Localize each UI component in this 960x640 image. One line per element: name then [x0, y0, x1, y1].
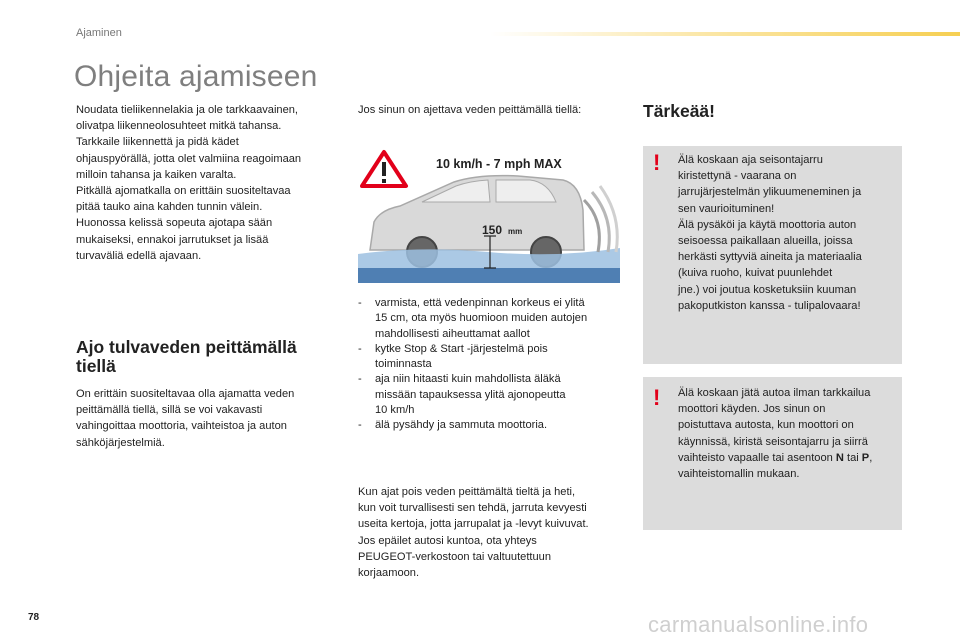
text-line: aja niin hitaasti kuin mahdollista äläkä: [375, 373, 561, 386]
exclamation-icon: !: [653, 150, 661, 175]
text-line: Älä pysäköi ja käytä moottoria auton: [678, 218, 857, 231]
warning-text: [678, 152, 896, 314]
text-line: kytke Stop & Start -järjestelmä pois: [375, 342, 548, 355]
list-item: [358, 372, 620, 418]
important-heading: Tärkeää!: [643, 101, 715, 121]
section-label: Ajaminen: [76, 27, 122, 39]
gear-n-label: N: [835, 451, 844, 464]
text-line: missään tapauksessa ylitä ajonopeutta: [375, 388, 566, 401]
flood-driving-illustration: [358, 140, 620, 285]
page-number: 78: [28, 612, 40, 623]
exclamation-icon: !: [653, 385, 661, 410]
text-line: turvaväliä edellä ajavaan.: [76, 249, 202, 262]
heading-line: tiellä: [76, 356, 116, 376]
list-item: [358, 296, 620, 342]
text-fragment: tai: [843, 451, 862, 464]
text-line: Jos epäilet autosi kuntoa, ota yhteys: [358, 534, 537, 547]
watermark: carmanualsonline.info: [648, 612, 869, 637]
text-line: sen vaurioituminen!: [678, 202, 775, 215]
parking-brake-warning-box: [643, 146, 902, 364]
text-fragment: ,: [869, 451, 873, 464]
text-line: käynnissä, kiristä seisontajarru ja siirrä: [678, 435, 868, 448]
text-line: älä pysähdy ja sammuta moottoria.: [375, 419, 548, 432]
text-line: pitää tauko aina kahden tunnin välein.: [76, 201, 263, 214]
text-line: peittämällä tiellä, sillä se voi vakavasti: [76, 404, 263, 417]
text-fragment: vaihteisto vapaalle tai asentoon: [678, 451, 836, 464]
text-line: poistuttava autosta, kun moottori on: [678, 419, 854, 432]
flood-heading: [76, 338, 346, 376]
bullet-dash: -: [358, 419, 362, 432]
engine-running-warning-box: [643, 377, 902, 530]
text-line: 10 km/h: [375, 404, 415, 417]
bullet-dash: -: [358, 297, 362, 309]
text-line: vahingoittaa moottoria, vaihteistoa ja auton: [76, 420, 287, 433]
after-flood-paragraph: [358, 484, 620, 581]
gear-p-label: P: [861, 451, 870, 464]
flood-paragraph: [76, 386, 338, 451]
text-line: Älä koskaan jätä autoa ilman tarkkailua: [678, 387, 871, 399]
depth-value: 150: [482, 223, 503, 237]
page-title: Ohjeita ajamiseen: [74, 60, 318, 93]
text-line: Älä koskaan aja seisontajarru: [678, 154, 823, 166]
list-item: [358, 342, 620, 373]
text-line: milloin tahansa ja kaiken varalta.: [76, 168, 237, 181]
text-line: useita kertoja, jotta jarrupalat ja -levyt kuivuvat.: [358, 518, 589, 531]
text-line: sähköjärjestelmiä.: [76, 436, 165, 449]
text-line: Noudata tieliikennelakia ja ole tarkkaavainen,: [76, 104, 299, 116]
intro-paragraph: [76, 102, 338, 264]
text-line: jarrujärjestelmän ylikuumeneminen ja: [678, 186, 862, 199]
flood-driving-checklist: [358, 296, 620, 434]
water-intro: Jos sinun on ajettava veden peittämällä tiellä:: [358, 104, 582, 116]
text-line: 15 cm, ota myös huomioon muiden autojen: [375, 312, 588, 325]
text-line: On erittäin suositeltavaa olla ajamatta veden: [76, 388, 295, 400]
text-line: Huonossa kelissä sopeuta ajotapa sään: [76, 217, 273, 230]
text-line: toiminnasta: [375, 358, 432, 371]
depth-unit: mm: [508, 227, 523, 236]
text-line: Pitkällä ajomatkalla on erittäin suositeltavaa: [76, 185, 291, 198]
text-line: [678, 450, 896, 466]
text-line: kiristettynä - vaarana on: [678, 170, 797, 183]
speed-limit-label: 10 km/h - 7 mph MAX: [436, 157, 562, 171]
text-line: Kun ajat pois veden peittämältä tieltä ja heti,: [358, 486, 576, 498]
text-line: seisoessa paikallaan alueilla, joissa: [678, 235, 853, 248]
text-line: jne.) voi joutua kosketuksiin kuuman: [678, 283, 857, 296]
text-line: Tarkkaile liikennettä ja pidä kädet: [76, 136, 239, 149]
header-accent-bar: [490, 32, 960, 36]
text-line: mahdollisesti aiheuttamat aallot: [375, 327, 530, 340]
text-line: ohjauspyörällä, jotta olet valmiina reagoimaan: [76, 152, 302, 165]
text-line: varmista, että vedenpinnan korkeus ei ylitä: [375, 297, 585, 309]
text-line: kun voit turvallisesti sen tehdä, jarruta kevyesti: [358, 502, 587, 515]
list-item: [358, 418, 620, 433]
warning-text: [678, 385, 896, 482]
bullet-dash: -: [358, 373, 362, 386]
text-line: PEUGEOT-verkostoon tai valtuutettuun: [358, 550, 552, 563]
text-line: moottori käyden. Jos sinun on: [678, 403, 826, 416]
bullet-dash: -: [358, 342, 362, 355]
text-line: (kuiva ruoho, kuivat puunlehdet: [678, 267, 833, 280]
text-line: pakoputkiston kanssa - tulipalovaara!: [678, 299, 861, 312]
text-line: olivatpa liikenneolosuhteet mitkä tahansa.: [76, 120, 282, 133]
text-line: vaihteistomallin mukaan.: [678, 468, 800, 481]
text-line: mukaiseksi, ennakoi jarrutukset ja lisää: [76, 233, 269, 246]
text-line: herkästi syttyviä aineita ja materiaalia: [678, 251, 862, 264]
text-line: korjaamoon.: [358, 567, 420, 580]
heading-line: Ajo tulvaveden peittämällä: [76, 337, 297, 357]
